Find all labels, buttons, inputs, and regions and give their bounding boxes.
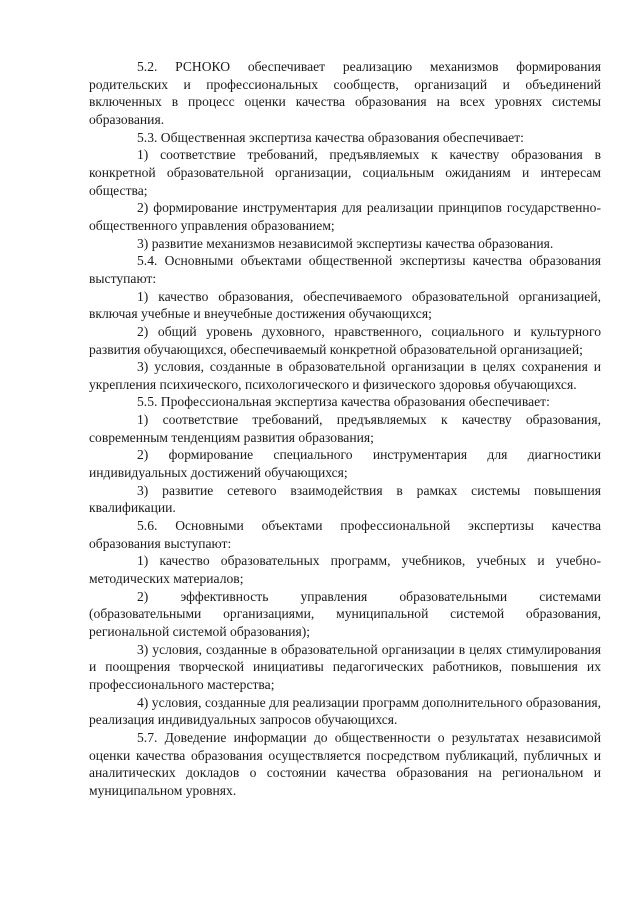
paragraph-5-4-item-2: 2) общий уровень духовного, нравственного, социального и культурного развития обучающихся, обеспечиваемый конкретной образовательной организацией; bbox=[89, 323, 601, 357]
paragraph-5-5-item-2: 2) формирование специального инструментария для диагностики индивидуальных достижений обучающихся; bbox=[89, 447, 601, 481]
paragraph-5-6-item-3: 3) условия, созданные в образовательной организации в целях стимулирования и поощрения творческой инициативы педагогических работников, повышения их профессионального мастерства; bbox=[89, 641, 601, 692]
paragraph-5-6: 5.6. Основными объектами профессиональной экспертизы качества образования выступают: bbox=[89, 518, 601, 551]
paragraph-5-7: 5.7. Доведение информации до общественности о результатах независимой оценки качества образования осуществляется посредством публикаций, публичных и аналитических докладов о состоянии качества образования на региональном и муниципальном уровнях. bbox=[89, 729, 601, 798]
paragraph-5-3-item-3: 3) развитие механизмов независимой экспертизы качества образования. bbox=[137, 235, 554, 251]
paragraph-5-3: 5.3. Общественная экспертиза качества образования обеспечивает: bbox=[137, 129, 524, 145]
paragraph-5-6-item-1: 1) качество образовательных программ, учебников, учебных и учебно-методических материалов; bbox=[89, 553, 601, 587]
paragraph-5-6-item-2: 2) эффективность управления образовательными системами (образовательными организациями, муниципальной системой образования, региональной системой образования); bbox=[89, 588, 601, 639]
paragraph-5-5-item-3: 3) развитие сетевого взаимодействия в рамках системы повышения квалификации. bbox=[89, 482, 601, 516]
paragraph-5-4-item-3: 3) условия, созданные в образовательной организации в целях сохранения и укрепления психического, психологического и физического здоровья обучающихся. bbox=[89, 359, 601, 392]
paragraph-5-2: 5.2. РСНОКО обеспечивает реализацию механизмов формирования родительских и профессиональных сообществ, организаций и объединений включенных в процесс оценки качества образования на всех уровнях системы образования. bbox=[89, 59, 601, 127]
paragraph-5-5: 5.5. Профессиональная экспертиза качества образования обеспечивает: bbox=[137, 394, 550, 410]
paragraph-5-3-item-1: 1) соответствие требований, предъявляемых к качеству образования в конкретной образовательной организации, социальным ожиданиям и интересам общества; bbox=[89, 147, 601, 198]
paragraph-5-5-item-1: 1) соответствие требований, предъявляемых к качеству образования, современным тенденциям развития образования; bbox=[89, 412, 601, 445]
document-page bbox=[89, 58, 601, 800]
paragraph-5-6-item-4: 4) условия, созданные для реализации программ дополнительного образования, реализация индивидуальных запросов обучающихся. bbox=[89, 694, 601, 728]
paragraph-5-4: 5.4. Основными объектами общественной экспертизы качества образования выступают: bbox=[89, 253, 601, 286]
paragraph-5-3-item-2: 2) формирование инструментария для реализации принципов государственно-общественного управления образованием; bbox=[89, 200, 601, 233]
paragraph-5-4-item-1: 1) качество образования, обеспечиваемого образовательной организацией, включая учебные и внеучебные достижения обучающихся; bbox=[89, 288, 601, 322]
